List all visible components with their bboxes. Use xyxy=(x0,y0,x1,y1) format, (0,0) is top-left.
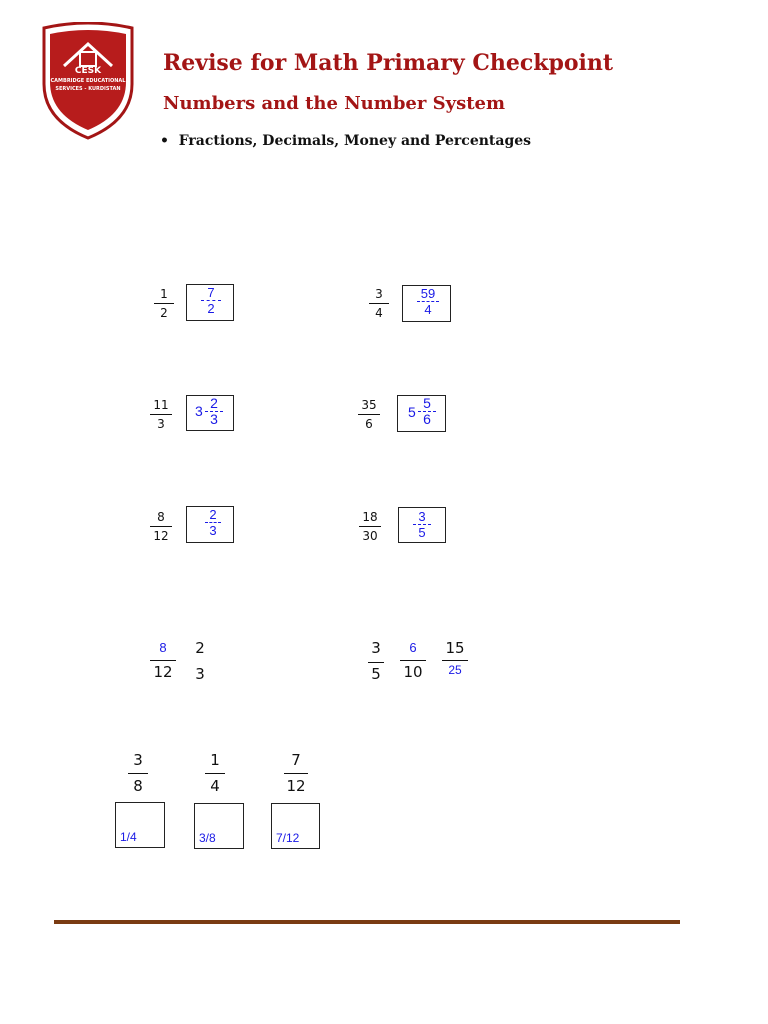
q1-answer: 7 2 xyxy=(201,285,221,316)
q2-fraction: 3 4 xyxy=(369,288,389,319)
order-fraction-2: 1 4 xyxy=(205,753,225,794)
q3-answer: 2 3 xyxy=(205,396,223,427)
q6-fraction: 18 30 xyxy=(359,511,381,542)
order-box-1[interactable] xyxy=(115,802,165,848)
q5-answer: 2 3 xyxy=(205,507,221,538)
logo-abbr: CESK xyxy=(74,66,102,76)
order-box-2[interactable] xyxy=(194,803,244,849)
topic-bullet xyxy=(160,133,531,149)
eq1-fraction-a: 8 12 xyxy=(150,641,176,680)
q4-answer-whole: 5 xyxy=(408,404,416,420)
q3-fraction: 11 3 xyxy=(150,399,172,430)
eq1-fraction-b: 2 3 xyxy=(195,639,205,683)
q6-answer: 3 5 xyxy=(413,509,431,540)
q2-answer: 59 4 xyxy=(417,286,439,317)
page-title: Revise for Math Primary Checkpoint xyxy=(163,50,614,76)
q5-fraction: 8 12 xyxy=(150,511,172,542)
bullet-icon: • xyxy=(160,133,179,149)
q4-answer: 5 6 xyxy=(418,396,436,427)
topic-text: Fractions, Decimals, Money and Percentages xyxy=(178,133,532,149)
page-subtitle: Numbers and the Number System xyxy=(163,93,506,114)
order-answer-1: 1/4 xyxy=(120,830,137,844)
q1-answer-box[interactable] xyxy=(186,284,234,321)
order-fraction-3: 7 12 xyxy=(284,753,308,794)
eq2-fraction-c: 15 25 xyxy=(442,641,468,676)
order-answer-3: 7/12 xyxy=(276,831,300,845)
order-box-3[interactable] xyxy=(271,803,320,849)
eq2-fraction-a: 3 5 xyxy=(368,641,384,682)
q4-fraction: 35 6 xyxy=(358,399,380,430)
q3-answer-box[interactable] xyxy=(186,395,234,431)
order-fraction-1: 3 8 xyxy=(128,753,148,794)
q6-answer-box[interactable] xyxy=(398,507,446,543)
order-answer-2: 3/8 xyxy=(199,831,216,845)
footer-rule xyxy=(54,920,680,924)
q2-answer-box[interactable] xyxy=(402,285,451,322)
logo-line1: CAMBRIDGE EDUCATIONAL xyxy=(50,78,126,84)
q3-answer-whole: 3 xyxy=(195,403,203,419)
q1-fraction: 1 2 xyxy=(154,288,174,319)
q4-answer-box[interactable] xyxy=(397,395,446,432)
logo-line2: SERVICES - KURDISTAN xyxy=(55,86,121,92)
q5-answer-box[interactable] xyxy=(186,506,234,543)
eq2-fraction-b: 6 10 xyxy=(400,641,426,680)
school-logo xyxy=(40,22,136,140)
